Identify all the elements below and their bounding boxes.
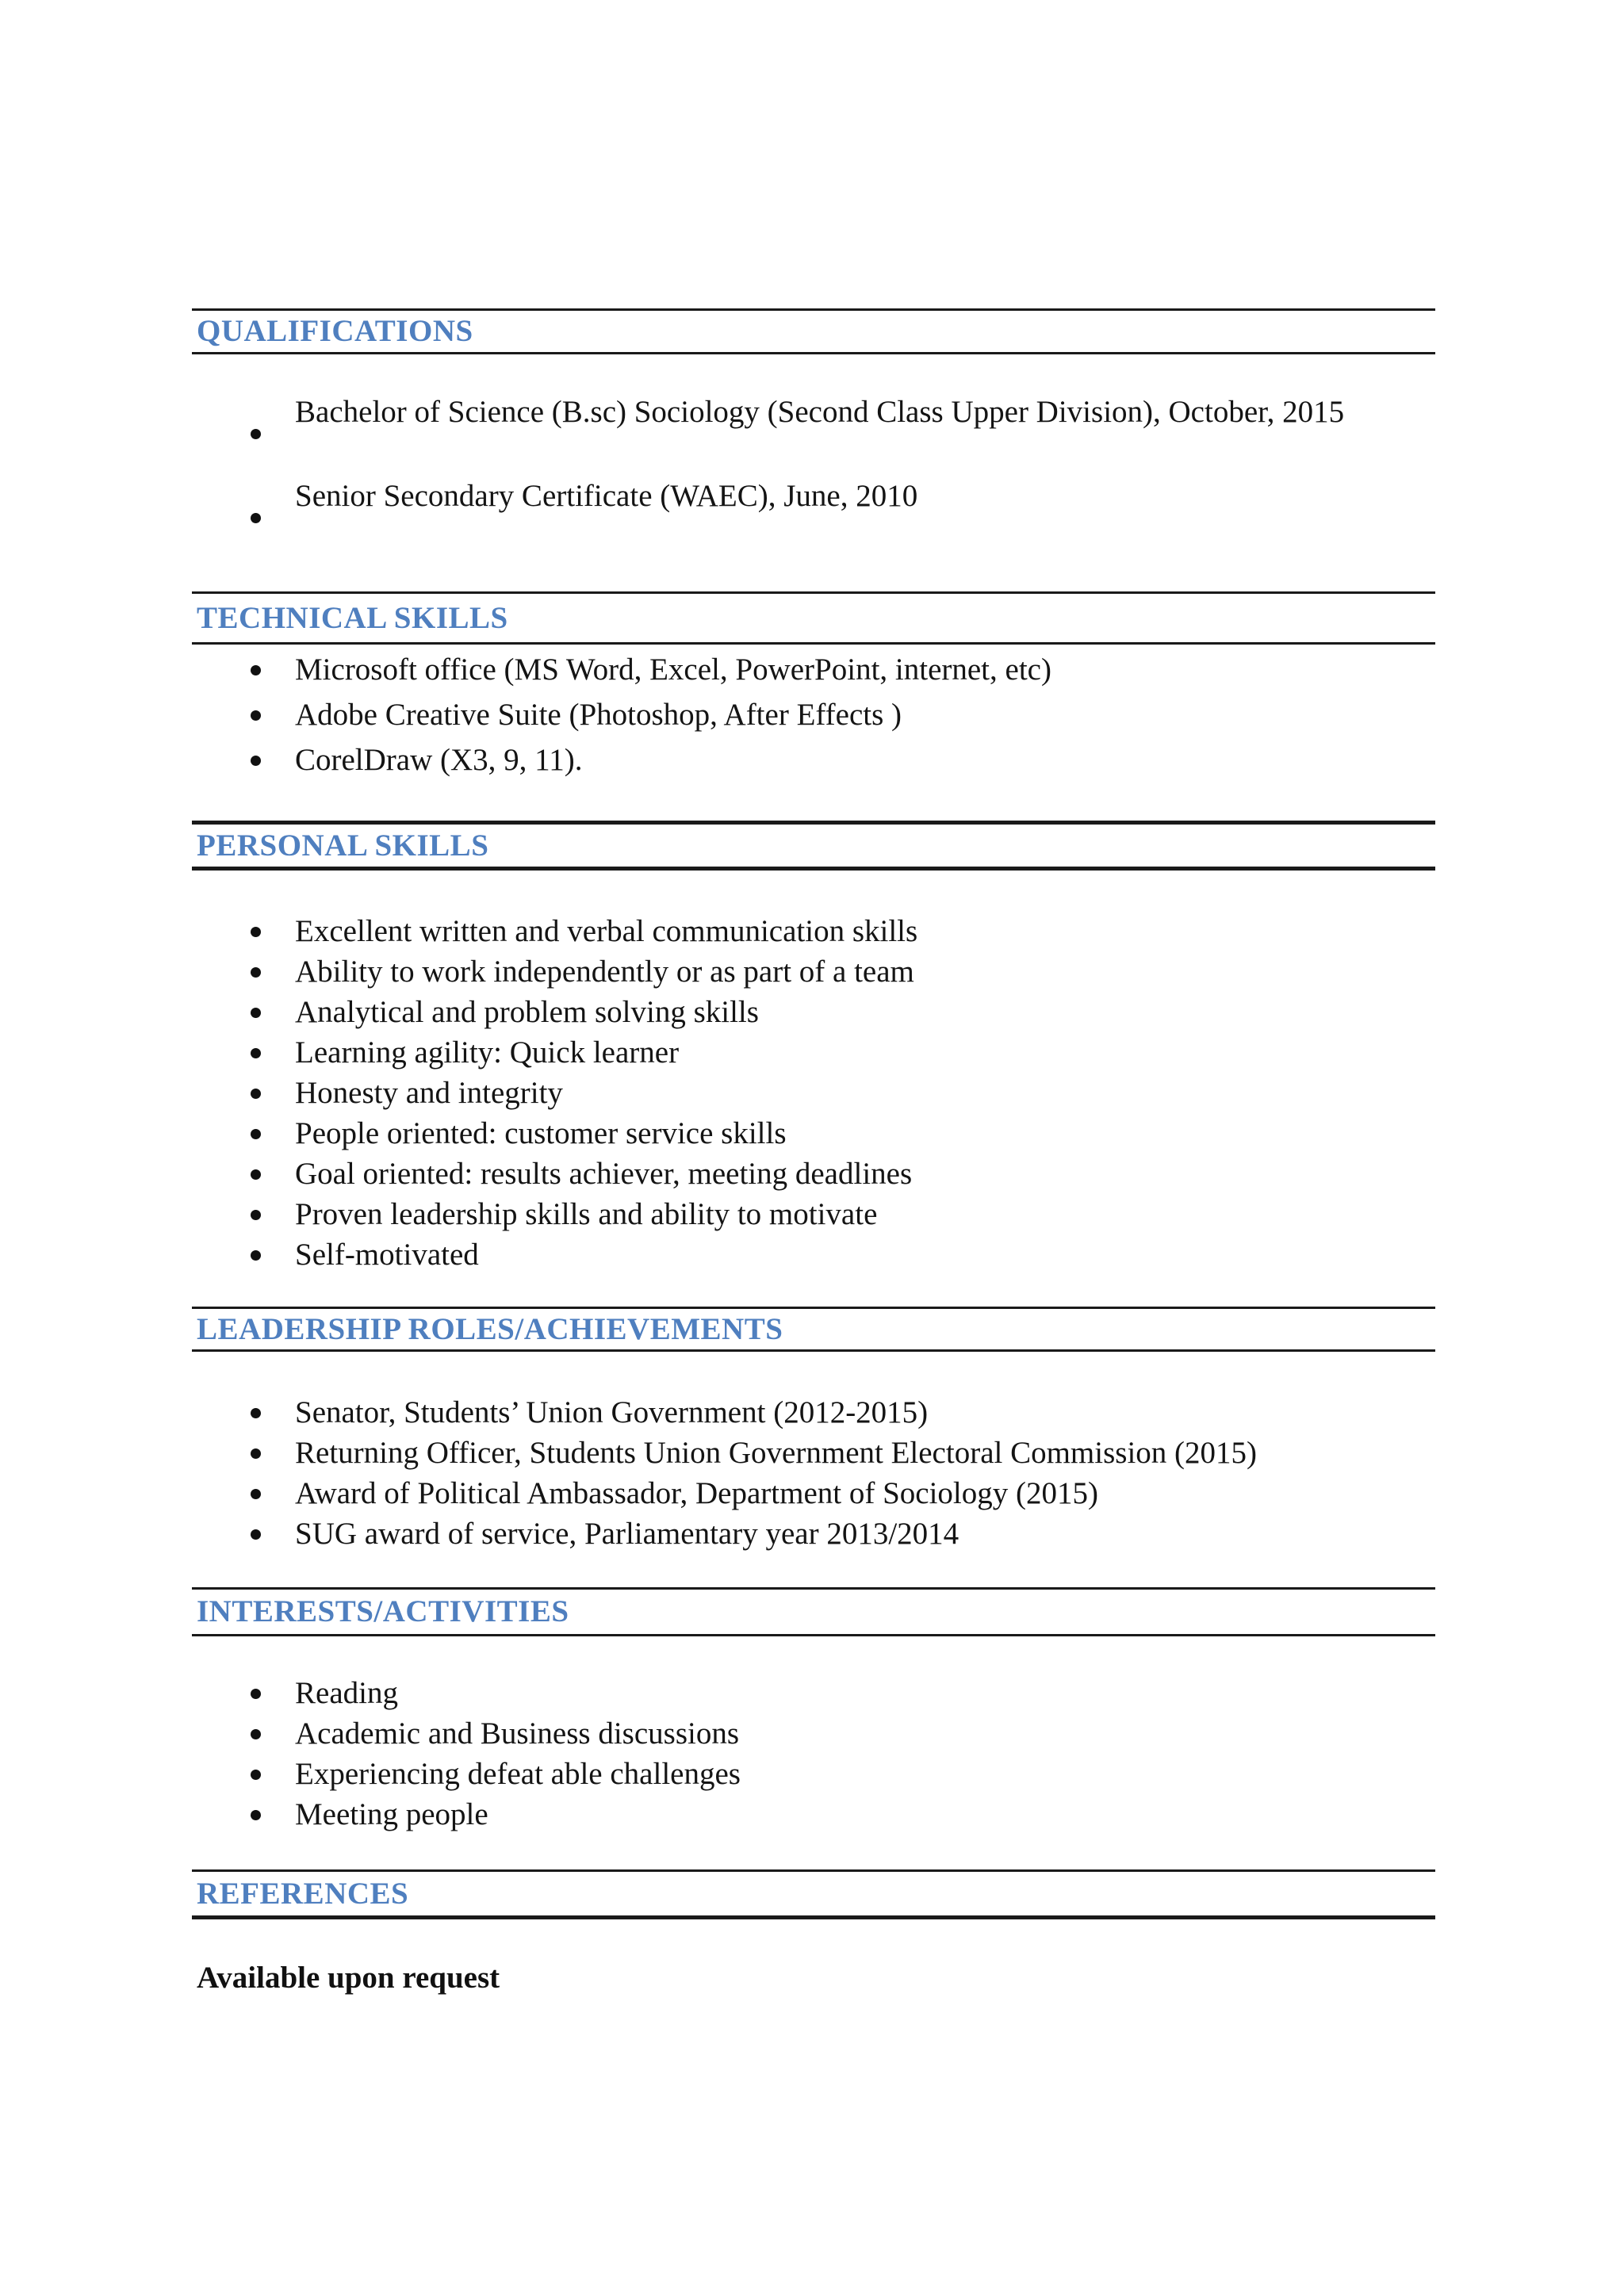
section-title: INTERESTS/ACTIVITIES (197, 1594, 569, 1628)
list-item-text: Honesty and integrity (295, 1076, 563, 1110)
bullet-icon (251, 1129, 261, 1139)
list-item-text: Senator, Students’ Union Government (2012-2015) (295, 1395, 929, 1429)
section-header-references (192, 1869, 1435, 1919)
list-item (192, 1713, 1461, 1754)
list-item (192, 951, 1461, 992)
list-item (192, 1234, 1461, 1275)
bullet-icon (251, 1048, 261, 1058)
bullet-icon (251, 1408, 261, 1418)
section-title: TECHNICAL SKILLS (197, 601, 508, 635)
list-item (192, 1433, 1461, 1473)
list-item (192, 1794, 1461, 1835)
bullet-icon (251, 665, 261, 675)
list-item (192, 1073, 1461, 1113)
bullet-icon (251, 1689, 261, 1699)
list-item (192, 1113, 1461, 1154)
bullet-icon (251, 1529, 261, 1540)
list-item (192, 1513, 1461, 1554)
section-header-leadership (192, 1307, 1435, 1352)
list-item-text: Returning Officer, Students Union Government Electoral Commission (2015) (295, 1436, 1258, 1470)
list-item (192, 1754, 1461, 1794)
list-item (192, 911, 1461, 951)
list-item-text: SUG award of service, Parliamentary year 2013/2014 (295, 1517, 959, 1551)
bullet-icon (251, 1810, 261, 1820)
personal-skills-list (192, 911, 1461, 1275)
section-title: LEADERSHIP ROLES/ACHIEVEMENTS (197, 1312, 783, 1346)
list-item-text: Ability to work independently or as part of a team (295, 955, 914, 989)
divider (192, 591, 1435, 594)
section-header-qualifications (192, 308, 1435, 354)
divider (192, 821, 1435, 825)
list-item (192, 692, 1461, 737)
divider (192, 1869, 1435, 1872)
divider (192, 1349, 1435, 1352)
bullet-icon (251, 1008, 261, 1018)
bullet-icon (251, 1489, 261, 1499)
list-item-text: Analytical and problem solving skills (295, 995, 759, 1029)
list-item-text: Reading (295, 1676, 398, 1710)
bullet-icon (251, 1169, 261, 1180)
divider (192, 642, 1435, 645)
bullet-icon (251, 1250, 261, 1261)
list-item-text: Goal oriented: results achiever, meeting deadlines (295, 1157, 913, 1191)
bullet-icon (251, 1729, 261, 1739)
interests-list (192, 1673, 1461, 1835)
divider (192, 1915, 1435, 1919)
section-header-personal-skills (192, 821, 1435, 871)
list-item-text: Excellent written and verbal communication skills (295, 914, 918, 948)
qualifications-list (192, 392, 1461, 560)
bullet-icon (251, 756, 261, 766)
bullet-icon (251, 1210, 261, 1220)
section-header-technical-skills (192, 591, 1435, 645)
list-item-text: People oriented: customer service skills (295, 1116, 787, 1150)
list-item (192, 392, 1461, 476)
list-item-text: Self-motivated (295, 1238, 479, 1272)
list-item-text: Microsoft office (MS Word, Excel, PowerPoint, internet, etc) (295, 652, 1051, 687)
section-header-interests (192, 1587, 1435, 1636)
bullet-icon (251, 710, 261, 721)
list-item (192, 1473, 1461, 1513)
bullet-icon (251, 1770, 261, 1780)
list-item-text: Meeting people (295, 1797, 488, 1831)
list-item (192, 1032, 1461, 1073)
list-item (192, 1673, 1461, 1713)
list-item (192, 992, 1461, 1032)
divider (192, 1634, 1435, 1636)
references-note: Available upon request (197, 1961, 500, 1995)
section-title: REFERENCES (197, 1877, 409, 1911)
divider (192, 352, 1435, 354)
divider (192, 867, 1435, 871)
divider (192, 1587, 1435, 1590)
list-item-text: CorelDraw (X3, 9, 11). (295, 743, 583, 777)
leadership-list (192, 1392, 1461, 1554)
list-item-text: Senior Secondary Certificate (WAEC), June, 2010 (295, 479, 918, 513)
bullet-icon (251, 1089, 261, 1099)
bullet-icon (251, 927, 261, 937)
section-title: QUALIFICATIONS (197, 314, 473, 348)
list-item (192, 737, 1461, 783)
bullet-icon (251, 1448, 261, 1459)
bullet-icon (251, 967, 261, 978)
list-item (192, 1392, 1461, 1433)
bullet-icon (251, 429, 261, 439)
list-item-text: Bachelor of Science (B.sc) Sociology (Second Class Upper Division), October, 2015 (295, 395, 1345, 429)
list-item (192, 1194, 1461, 1234)
bullet-icon (251, 513, 261, 523)
list-item-text: Academic and Business discussions (295, 1716, 740, 1751)
list-item-text: Award of Political Ambassador, Department of Sociology (2015) (295, 1476, 1098, 1510)
list-item-text: Adobe Creative Suite (Photoshop, After Effects ) (295, 698, 902, 732)
list-item (192, 647, 1461, 692)
list-item (192, 1154, 1461, 1194)
list-item (192, 476, 1461, 560)
list-item-text: Experiencing defeat able challenges (295, 1757, 741, 1791)
list-item-text: Proven leadership skills and ability to motivate (295, 1197, 878, 1231)
section-title: PERSONAL SKILLS (197, 828, 489, 863)
technical-skills-list (192, 647, 1461, 783)
list-item-text: Learning agility: Quick learner (295, 1035, 680, 1070)
